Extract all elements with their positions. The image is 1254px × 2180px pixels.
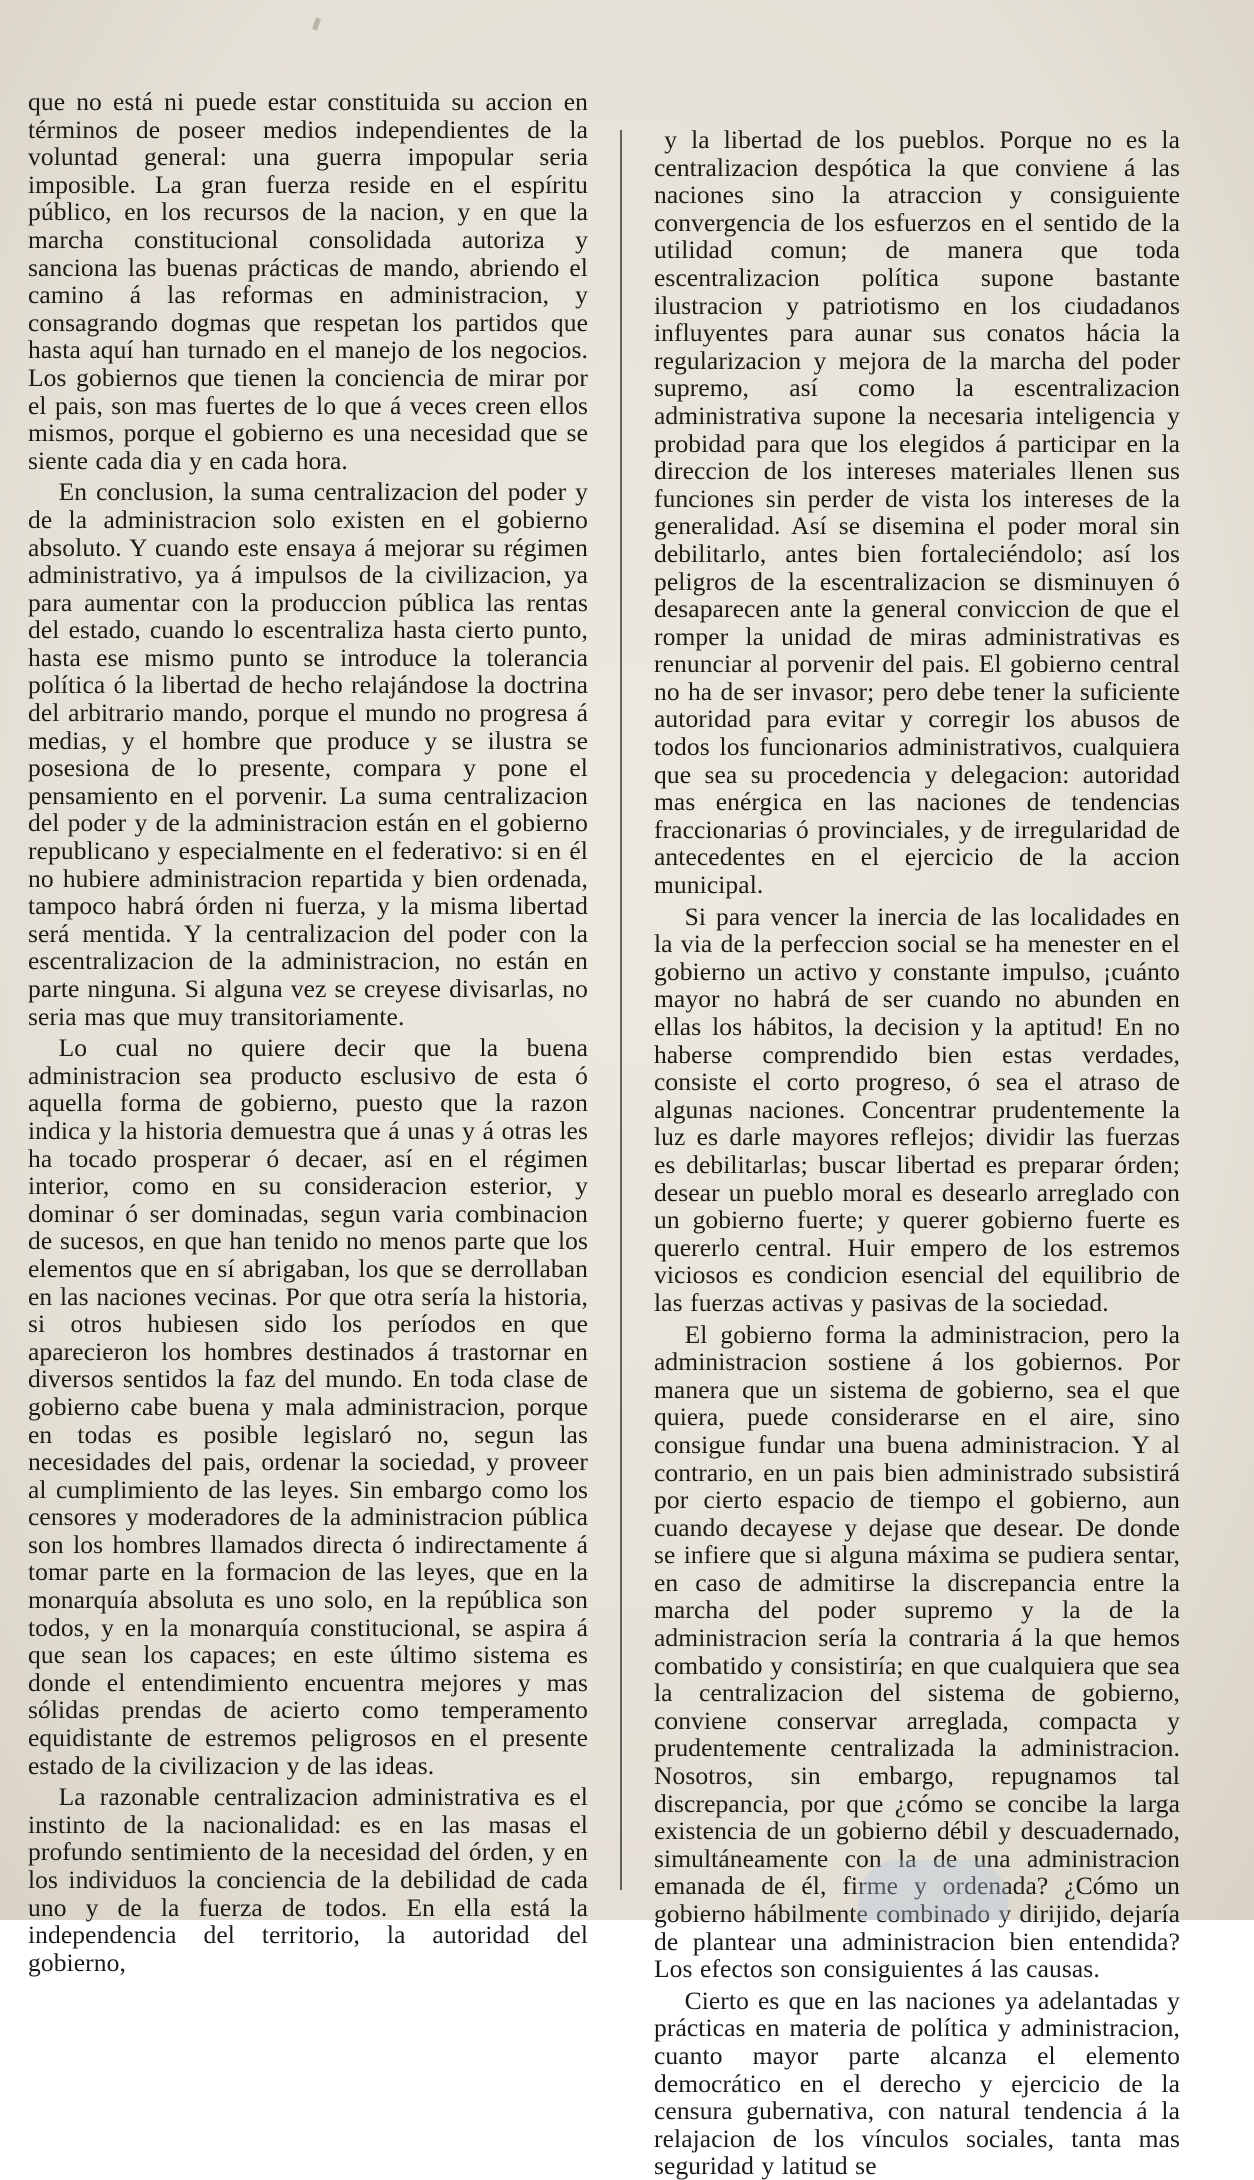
left-paragraph-4: La razonable centralizacion administrativa es el instinto de la nacionalidad: es en las masas el profundo sentimiento de la necesidad del órden, y en los individuos la conciencia de la debilidad de cada uno y de la fuerza de todos. En ella está la independencia del territorio, la autoridad del gobierno, xyxy=(28,1782,588,1977)
right-paragraph-1: y la libertad de los pueblos. Porque no es la centralizacion despótica la que conviene á las naciones sino la atraccion y consiguiente convergencia de los esfuerzos en el sentido de la utilidad comun; de manera que toda escentralizacion política supone bastante ilustracion y patriotismo en los ciudadanos influyentes para aunar sus conatos hácia la regularizacion y mejora de la marcha del poder supremo, así como la escentralizacion administrativa supone la necesaria inteligencia y probidad para que los elegidos á participar en la direccion de los intereses materiales llenen sus funciones sin perder de vista los intereses de la generalidad. Así se disemina el poder moral sin debilitarlo, antes bien fortaleciéndolo; así los peligros de la escentralizacion se disminuyen ó desaparecen ante la general conviccion de que el romper la unidad de miras administrativas es renunciar al porvenir del pais. El gobierno central no ha de ser invasor; pero debe tener la suficiente autoridad para evitar y corregir los abusos de todos los funcionarios administrativos, cualquiera que sea su procedencia y delegacion: autoridad mas enérgica en las naciones de tendencias fraccionarias ó provinciales, y de irregularidad de antecedentes en el ejercicio de la accion municipal. xyxy=(654,125,1180,900)
right-paragraph-4: Cierto es que en las naciones ya adelantadas y prácticas en materia de política y administracion, cuanto mayor parte alcanza el elemento democrático en el derecho y ejercicio de la censura gubernativa, con natural tendencia á la relajacion de los vínculos sociales, tanta mas seguridad y latitud se xyxy=(654,1985,1180,2180)
right-paragraph-2: Si para vencer la inercia de las localidades en la via de la perfeccion social se ha menester en el gobierno un activo y constante impulso, ¡cuánto mayor no habrá de ser cuando no abunden en ellas los hábitos, la decision y la aptitud! En no haberse comprendido bien estas verdades, consiste el corto progreso, ó sea el atraso de algunas naciones. Concentrar prudentemente la luz es darle mayores reflejos; dividir las fuerzas es debilitarlas; buscar libertad es preparar órden; desear un pueblo moral es desearlo arreglado con un gobierno fuerte; y querer gobierno fuerte es quererlo central. Huir empero de los estremos viciosos es condicion esencial del equilibrio de las fuerzas activas y pasivas de la sociedad. xyxy=(654,901,1180,1317)
library-stamp-mark xyxy=(858,1860,1008,1920)
right-paragraph-3: El gobierno forma la administracion, pero la administracion sostiene á los gobiernos. Por manera que un sistema de gobierno, sea el que quiera, puede considerarse en el aire, sino consigue fundar una buena administracion. Y al contrario, en un pais bien administrado subsistirá por cierto espacio de tiempo el gobierno, aun cuando decayese y dejase que desear. De donde se infiere que si alguna máxima se pudiera sentar, en caso de admitirse la discrepancia entre la marcha del poder supremo y la de la administracion sería la contraria á la que hemos combatido y consistiría; en que cualquiera que sea la centralizacion del sistema de gobierno, conviene conservar arreglada, compacta y prudentemente centralizada la administracion. Nosotros, sin embargo, repugnamos tal discrepancia, por que ¿cómo se concibe la larga existencia de un gobierno débil y descuadernado, simultáneamente con la de una administracion emanada de él, firme y ordenada? ¿Cómo un gobierno hábilmente combinado y dirijido, dejaría de plantear una administracion bien entendida? Los efectos son consiguientes á las causas. xyxy=(654,1319,1180,1984)
left-text-column xyxy=(28,88,588,1976)
paper-speck xyxy=(312,18,321,31)
left-paragraph-2: En conclusion, la suma centralizacion del poder y de la administracion solo existen en el gobierno absoluto. Y cuando este ensaya á mejorar su régimen administrativo, ya á impulsos de la civilizacion, ya para aumentar con la produccion pública las rentas del estado, cuando lo escentraliza hasta cierto punto, hasta ese mismo punto se introduce la tolerancia política ó la libertad de hecho relajándose la doctrina del arbitrario mando, porque el mundo no progresa á medias, y el hombre que produce y se ilustra se posesiona de lo presente, compara y pone el pensamiento en el porvenir. La suma centralizacion del poder y de la administracion están en el gobierno republicano y especialmente en el federativo: si en él no hubiere administracion repartida y bien ordenada, tampoco habrá órden ni fuerza, y la misma libertad será mentida. Y la centralizacion del poder con la escentralizacion de la administracion, no están en parte ninguna. Si alguna vez se creyese divisarlas, no seria mas que muy transitoriamente. xyxy=(28,477,588,1031)
left-paragraph-1: que no está ni puede estar constituida su accion en términos de poseer medios independientes de la voluntad general: una guerra impopular seria imposible. La gran fuerza reside en el espíritu público, en los recursos de la nacion, y en que la marcha constitucional consolidada autoriza y sanciona las buenas prácticas de mando, abriendo el camino á las reformas en administracion, y consagrando dogmas que respetan los partidos que hasta aquí han turnado en el manejo de los negocios. Los gobiernos que tienen la conciencia de mirar por el pais, son mas fuertes de lo que á veces creen ellos mismos, porque el gobierno es una necesidad que se siente cada dia y en cada hora. xyxy=(28,87,588,475)
left-paragraph-3: Lo cual no quiere decir que la buena administracion sea producto esclusivo de esta ó aquella forma de gobierno, puesto que la razon indica y la historia demuestra que á unas y á otras les ha tocado prosperar ó decaer, así en el régimen interior, como en su consideracion esterior, y dominar ó ser dominadas, segun varia combinacion de sucesos, en que han tenido no menos parte que los elementos que en sí abrigaban, los que se derrollaban en las naciones vecinas. Por que otra sería la historia, si otros hubiesen sido los períodos en que aparecieron los hombres destinados á trastornar en diversos sentidos la faz del mundo. En toda clase de gobierno cabe buena y mala administracion, porque en todas es posible legislaró no, segun las necesidades del pais, ordenar la sociedad, y proveer al cumplimiento de las leyes. Sin embargo como los censores y moderadores de la administracion pública son los hombres llamados directa ó indirectamente á tomar parte en la formacion de las leyes, que en la monarquía absoluta es uno solo, en la república son todos, y en la monarquía constitucional, se aspira á que sean los capaces; en este último sistema es donde el entendimiento encuentra mejores y mas sólidas prendas de acierto como temperamento equidistante de estremos peligrosos en el presente estado de la civilizacion y de las ideas. xyxy=(28,1033,588,1780)
column-divider xyxy=(620,130,622,1890)
